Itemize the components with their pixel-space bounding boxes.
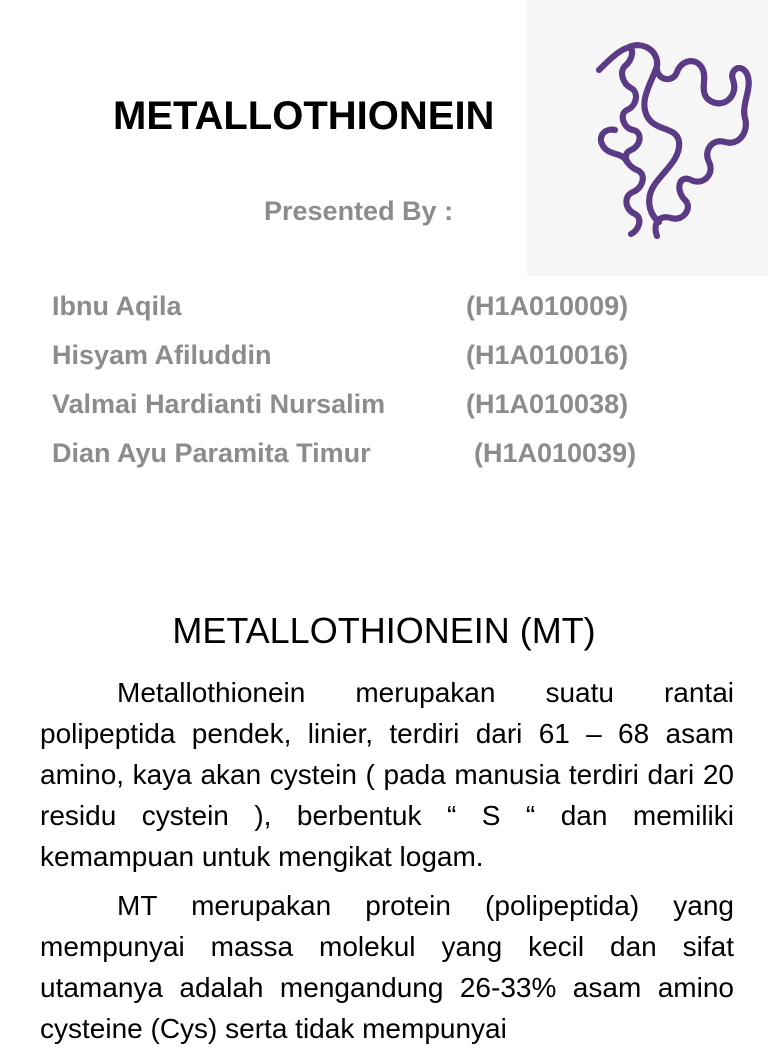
author-id: (H1A010016) <box>466 340 629 370</box>
author-name: Dian Ayu Paramita Timur <box>52 438 371 468</box>
author-name: Ibnu Aqila <box>52 291 182 321</box>
author-id: (H1A010009) <box>466 291 629 321</box>
body-paragraph: Metallothionein merupakan suatu rantai polipeptida pendek, linier, terdiri dari 61 – 68 asam amino, kaya akan cystein ( pada manusia terdiri dari 20 residu cystein ), berbentuk “ S “ dan memiliki kemampuan untuk mengikat logam. <box>40 677 734 872</box>
slide-title: METALLOTHIONEIN <box>113 94 495 138</box>
slide-title: METALLOTHIONEIN (MT) <box>172 610 596 651</box>
protein-ribbon-icon <box>527 0 768 276</box>
presented-by-label: Presented By : <box>264 196 454 226</box>
author-name: Hisyam Afiluddin <box>52 340 272 370</box>
author-id: (H1A010039) <box>474 438 637 468</box>
content-slide <box>0 560 768 1044</box>
protein-structure-image <box>527 0 768 276</box>
author-name: Valmai Hardianti Nursalim <box>52 389 386 419</box>
body-paragraph: MT merupakan protein (polipeptida) yang mempunyai massa molekul yang kecil dan sifat utamanya adalah mengandung 26-33% asam amino cysteine (Cys) serta tidak mempunyai <box>40 890 734 1044</box>
slide-body <box>40 672 734 1057</box>
author-id: (H1A010038) <box>466 389 629 419</box>
